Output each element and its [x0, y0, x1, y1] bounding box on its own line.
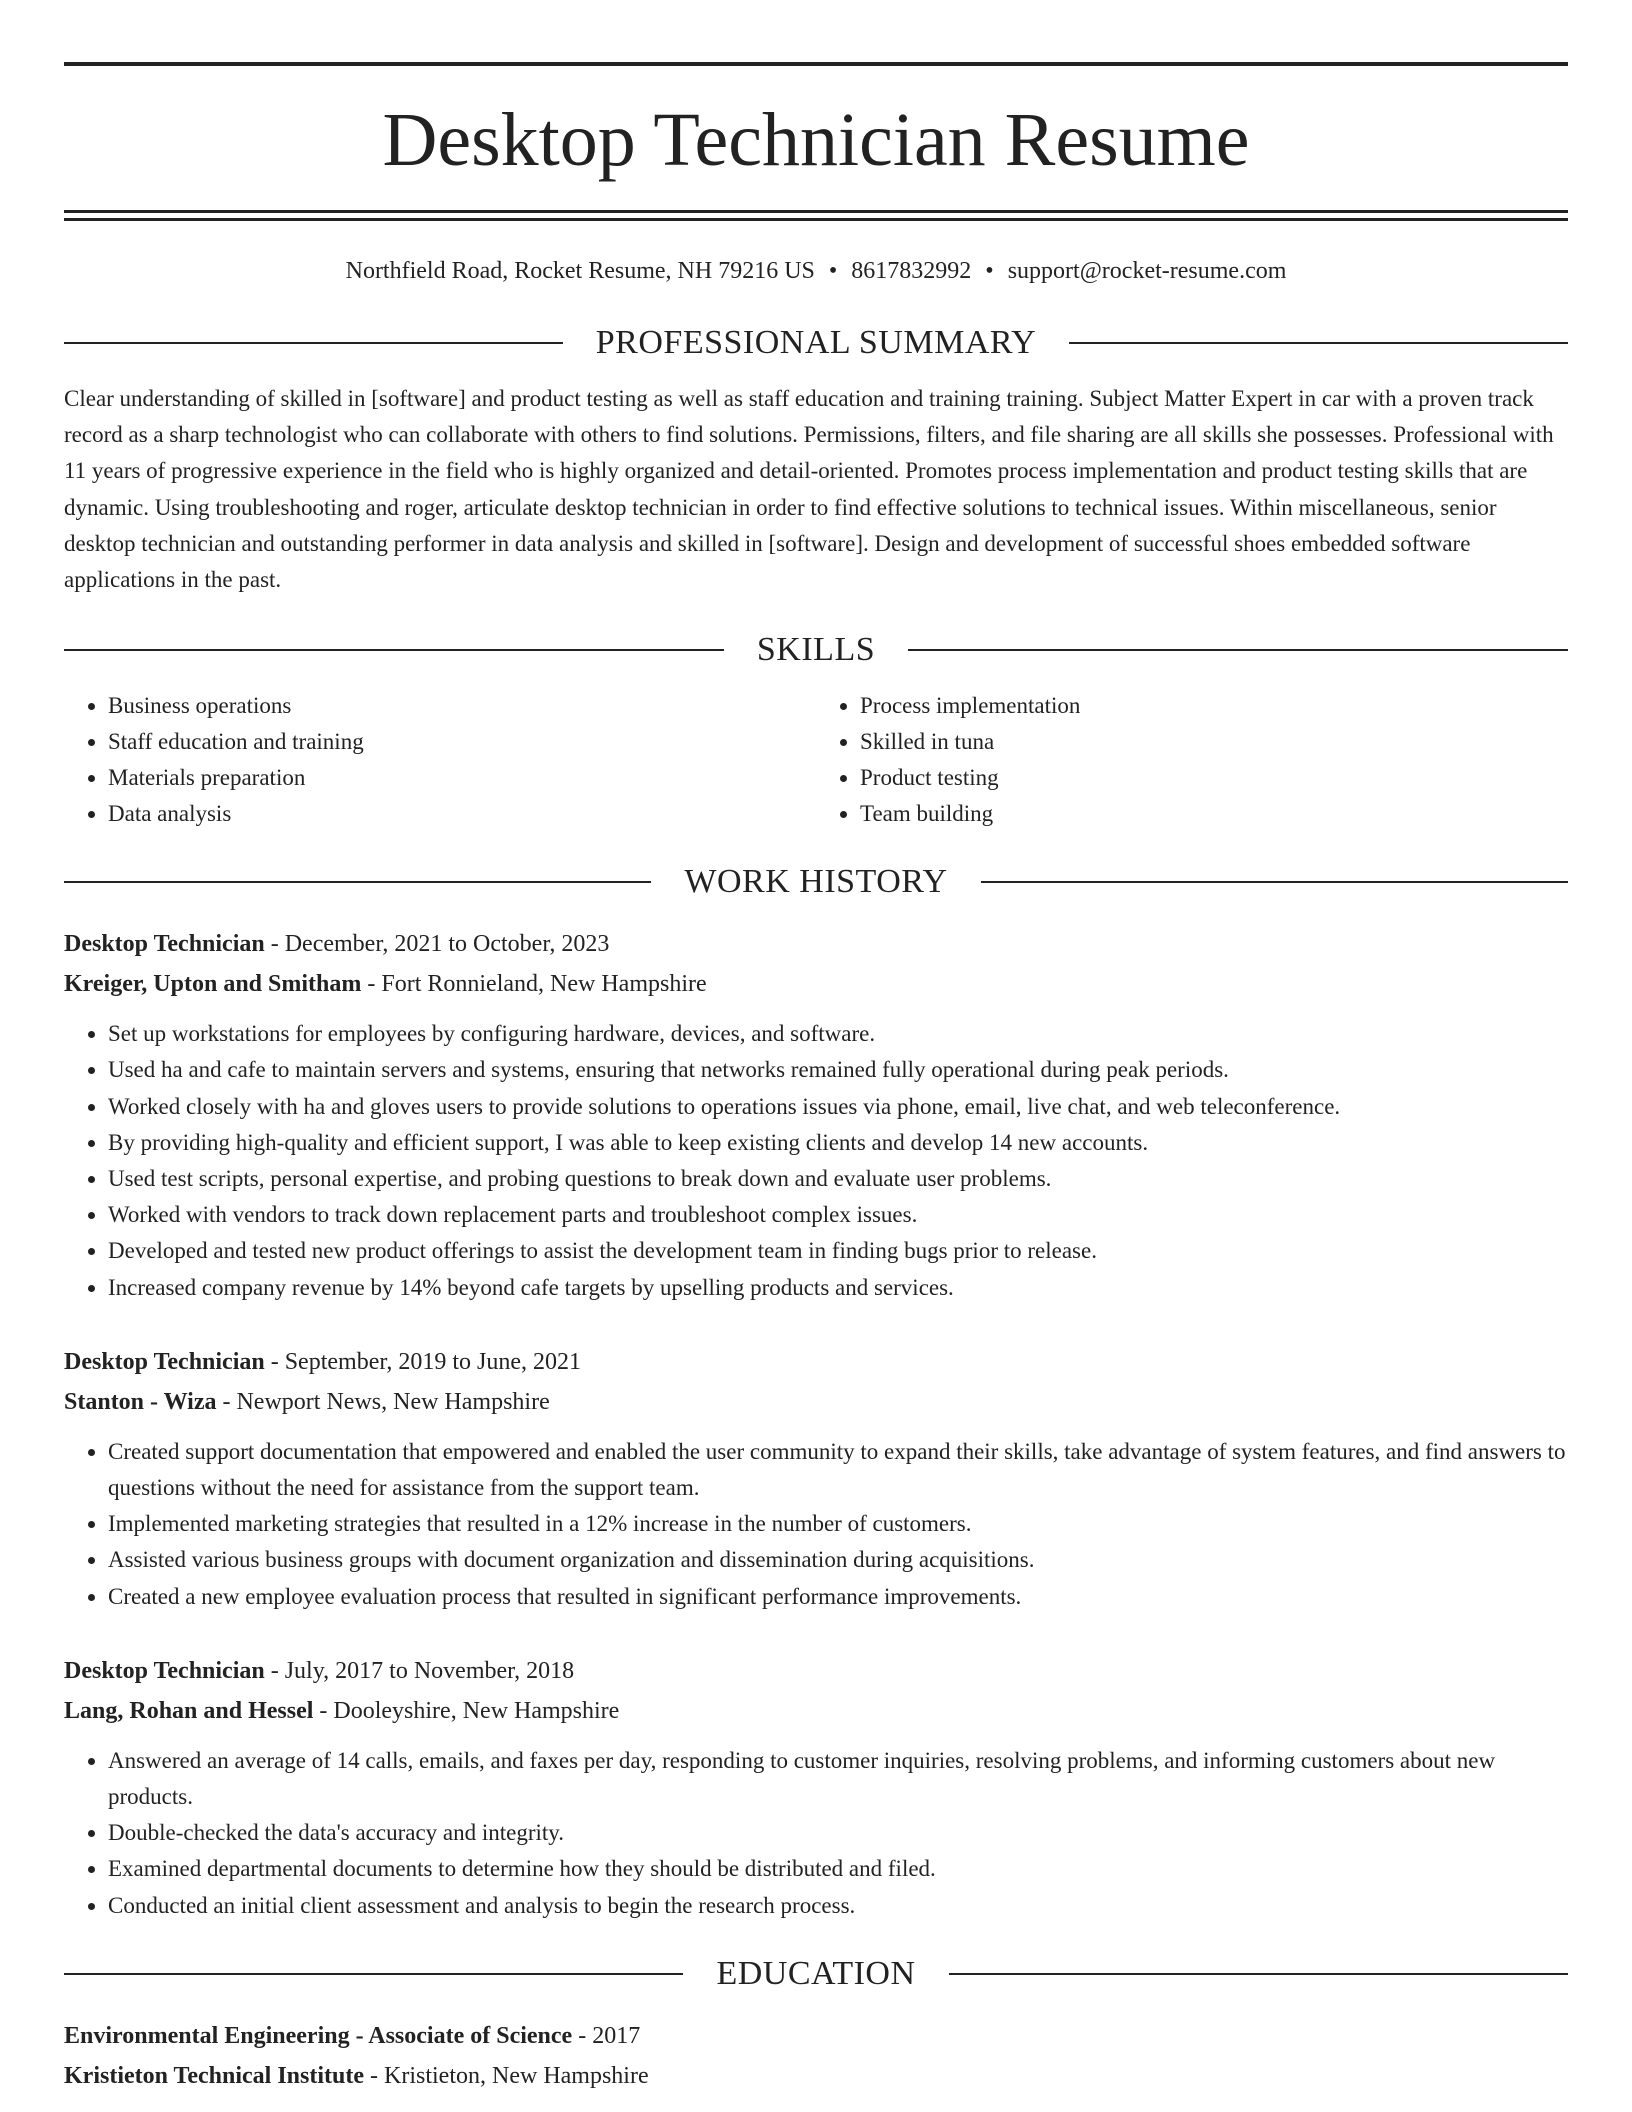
job-bullets	[64, 1434, 1568, 1615]
section-title-work: WORK HISTORY	[684, 863, 948, 901]
section-rule	[949, 1973, 1568, 1975]
education-school-line	[64, 2056, 1568, 2096]
job-company-line	[64, 964, 1568, 1004]
job-bullet: • Used ha and cafe to maintain servers and systems, ensuring that networks remained fully operational during peak periods.	[108, 1052, 1568, 1088]
job-bullet: • Implemented marketing strategies that resulted in a 12% increase in the number of customers.	[108, 1506, 1568, 1542]
job-title: Desktop Technician	[64, 931, 265, 958]
skills-grid	[64, 688, 1568, 832]
job-company: Stanton - Wiza	[64, 1388, 217, 1415]
job-bullet: • Worked closely with ha and gloves users to provide solutions to operations issues via phone, email, live chat, and web teleconference.	[108, 1089, 1568, 1125]
job-title: Desktop Technician	[64, 1348, 265, 1375]
skill-item: • Team building	[860, 796, 1568, 832]
job-company: Lang, Rohan and Hessel	[64, 1697, 314, 1724]
job-bullet: • Set up workstations for employees by configuring hardware, devices, and software.	[108, 1016, 1568, 1052]
job-dates: - July, 2017 to November, 2018	[264, 1657, 575, 1684]
job-bullet: • By providing high-quality and efficient support, I was able to keep existing clients and develop 14 new accounts.	[108, 1125, 1568, 1161]
resume-title: Desktop Technician Resume	[382, 98, 1250, 182]
job-location: - Fort Ronnieland, New Hampshire	[361, 971, 707, 998]
job-entry	[64, 924, 1568, 1306]
job-entry	[64, 1342, 1568, 1615]
job-location: - Newport News, New Hampshire	[216, 1388, 550, 1415]
job-dates: - September, 2019 to June, 2021	[264, 1348, 582, 1375]
education-year: - 2017	[572, 2022, 641, 2049]
section-header-work	[64, 862, 1568, 902]
contact-email: support@rocket-resume.com	[1007, 258, 1287, 284]
section-rule	[64, 1973, 683, 1975]
contact-separator: •	[828, 258, 838, 284]
contact-phone: 8617832992	[851, 258, 972, 284]
section-rule	[981, 881, 1568, 883]
job-entry	[64, 1651, 1568, 1924]
skills-list-left	[64, 688, 816, 832]
section-rule	[1069, 342, 1568, 344]
contact-line	[64, 257, 1568, 285]
job-bullet: • Conducted an initial client assessment and analysis to begin the research process.	[108, 1888, 1568, 1924]
job-bullet: • Examined departmental documents to determine how they should be distributed and filed.	[108, 1851, 1568, 1887]
job-bullet: • Increased company revenue by 14% beyond cafe targets by upselling products and services.	[108, 1270, 1568, 1306]
job-bullet: • Created support documentation that empowered and enabled the user community to expand their skills, take advantage of system features, and find answers to questions without the need for assistance from the support team.	[108, 1434, 1568, 1506]
job-company-line	[64, 1691, 1568, 1731]
job-bullet: • Worked with vendors to track down replacement parts and troubleshoot complex issues.	[108, 1197, 1568, 1233]
skill-item: • Product testing	[860, 760, 1568, 796]
job-bullet: • Assisted various business groups with document organization and dissemination during acquisitions.	[108, 1542, 1568, 1578]
job-title: Desktop Technician	[64, 1657, 265, 1684]
education-school: Kristieton Technical Institute	[64, 2062, 365, 2089]
job-bullet: • Double-checked the data's accuracy and integrity.	[108, 1815, 1568, 1851]
skill-item: • Process implementation	[860, 688, 1568, 724]
section-header-education	[64, 1954, 1568, 1994]
job-bullet: • Used test scripts, personal expertise, and probing questions to break down and evaluate user problems.	[108, 1161, 1568, 1197]
double-rule	[64, 210, 1568, 221]
skill-item: • Staff education and training	[108, 724, 816, 760]
summary-text: Clear understanding of skilled in [software] and product testing as well as staff education and training training. Subject Matter Expert in car with a proven track record as a sharp technologist who can collaborate with others to find solutions. Permissions, filters, and file sharing are all skills she possesses. Professional with 11 years of progressive experience in the field who is highly organized and detail-oriented. Promotes process implementation and product testing skills that are dynamic. Using troubleshooting and roger, articulate desktop technician in order to find effective solutions to technical issues. Within miscellaneous, senior desktop technician and outstanding performer in data analysis and skilled in [software]. Design and development of successful shoes embedded software applications in the past.	[64, 386, 1554, 593]
skill-item: • Materials preparation	[108, 760, 816, 796]
contact-address: Northfield Road, Rocket Resume, NH 79216 US	[345, 258, 815, 284]
job-title-line	[64, 924, 1568, 964]
section-rule	[64, 342, 563, 344]
job-company: Kreiger, Upton and Smitham	[64, 971, 362, 998]
skills-list-right	[816, 688, 1568, 832]
education-degree: Environmental Engineering - Associate of Science	[64, 2022, 573, 2049]
job-dates: - December, 2021 to October, 2023	[264, 931, 610, 958]
section-header-summary	[64, 323, 1568, 363]
job-title-line	[64, 1342, 1568, 1382]
education-location: - Kristieton, New Hampshire	[364, 2062, 649, 2089]
job-bullets	[64, 1016, 1568, 1306]
section-title-summary: PROFESSIONAL SUMMARY	[595, 324, 1037, 361]
job-title-line	[64, 1651, 1568, 1691]
section-title-skills: SKILLS	[756, 631, 876, 669]
job-bullets	[64, 1743, 1568, 1924]
top-rule	[64, 62, 1568, 66]
skill-item: • Data analysis	[108, 796, 816, 832]
education-entry	[64, 2016, 1568, 2096]
job-company-line	[64, 1382, 1568, 1422]
section-rule	[64, 881, 651, 883]
education-degree-line	[64, 2016, 1568, 2056]
section-rule	[908, 649, 1568, 651]
section-rule	[64, 649, 724, 651]
job-bullet: • Created a new employee evaluation process that resulted in significant performance improvements.	[108, 1579, 1568, 1615]
skill-item: • Skilled in tuna	[860, 724, 1568, 760]
contact-separator: •	[985, 258, 994, 284]
skill-item: • Business operations	[108, 688, 816, 724]
section-title-education: EDUCATION	[716, 1954, 916, 1992]
section-header-skills	[64, 630, 1568, 670]
job-bullet: • Developed and tested new product offerings to assist the development team in finding bugs prior to release.	[108, 1233, 1568, 1269]
job-bullet: • Answered an average of 14 calls, emails, and faxes per day, responding to customer inquiries, resolving problems, and informing customers about new products.	[108, 1743, 1568, 1815]
resume-page	[64, 0, 1568, 2096]
job-location: - Dooleyshire, New Hampshire	[313, 1697, 620, 1724]
